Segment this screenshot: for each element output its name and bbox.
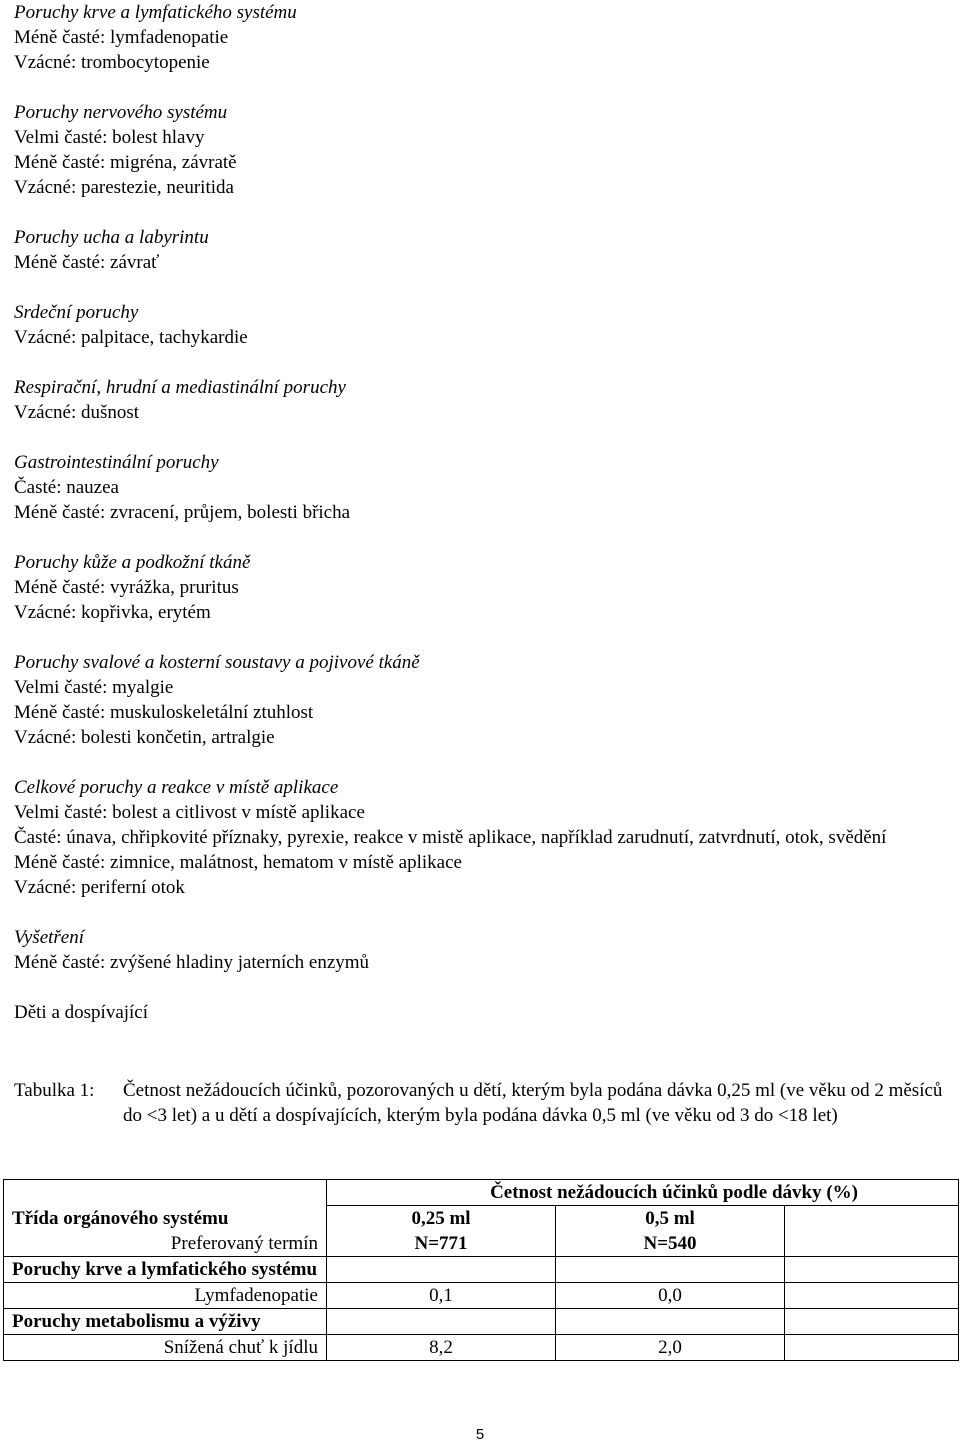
empty-cell [785,1335,959,1361]
section-heading-skin: Poruchy kůže a podkožní tkáně [14,552,251,573]
reaction-line: Méně časté: zimnice, malátnost, hematom v místě aplikace [14,852,462,873]
table-caption-text: Četnost nežádoucích účinků, pozorovaných u dětí, kterým byla podána dávka 0,25 ml (ve věku od 2 měsíců do <3 let) a u dětí a dospívajících, kterým byla podána dávka 0,5 ml (ve věku od 3 do <18 let) [123,1080,943,1126]
reaction-line: Velmi časté: bolest a citlivost v místě aplikace [14,802,365,823]
dose2-header: 0,5 ml [645,1208,695,1229]
empty-cell [785,1257,959,1283]
adverse-reactions-list [14,0,944,1025]
reaction-line: Velmi časté: bolest hlavy [14,127,205,148]
table-row [4,1283,959,1309]
table-row [4,1257,959,1283]
dose2-header-cell [556,1206,785,1257]
reaction-line: Méně časté: muskuloskeletální ztuhlost [14,702,314,723]
dose1-n: N=771 [414,1233,468,1254]
soc-cell: Poruchy krve a lymfatického systému [4,1257,327,1283]
section-heading-musculoskeletal: Poruchy svalové a kosterní soustavy a pojivové tkáně [14,652,420,673]
reaction-line: Časté: únava, chřipkovité příznaky, pyrexie, reakce v mistě aplikace, například zarudnutí, zatvrdnutí, otok, svědění [14,827,887,848]
section-heading-respiratory: Respirační, hrudní a mediastinální poruchy [14,377,346,398]
frequency-header: Četnost nežádoucích účinků podle dávky (%) [327,1180,959,1206]
value-cell: 0,0 [556,1283,785,1309]
reaction-line: Vzácné: kopřivka, erytém [14,602,211,623]
reaction-line: Méně časté: vyrážka, pruritus [14,577,239,598]
value-cell: 0,1 [327,1283,556,1309]
page-number: 5 [475,1426,485,1443]
children-heading: Děti a dospívající [14,1002,149,1023]
table-header-class-cell [4,1180,327,1257]
section-heading-general: Celkové poruchy a reakce v místě aplikace [14,777,339,798]
section-heading-blood: Poruchy krve a lymfatického systému [14,2,297,23]
reaction-line: Vzácné: bolesti končetin, artralgie [14,727,275,748]
term-cell: Snížená chuť k jídlu [4,1335,327,1361]
empty-cell [327,1309,556,1335]
reaction-line: Méně časté: zvýšené hladiny jaterních enzymů [14,952,370,973]
reaction-line: Vzácné: periferní otok [14,877,185,898]
empty-cell [785,1309,959,1335]
term-cell: Lymfadenopatie [4,1283,327,1309]
class-header: Třída orgánového systému [12,1208,229,1229]
soc-cell: Poruchy metabolismu a výživy [4,1309,327,1335]
reaction-line: Vzácné: trombocytopenie [14,52,210,73]
table-header-row [4,1180,959,1206]
section-heading-nervous: Poruchy nervového systému [14,102,228,123]
table-caption-label: Tabulka 1: [14,1080,95,1101]
empty-cell [785,1283,959,1309]
section-heading-investigations: Vyšetření [14,927,85,948]
reaction-line: Méně časté: zvracení, průjem, bolesti břicha [14,502,351,523]
reaction-line: Vzácné: parestezie, neuritida [14,177,234,198]
empty-cell [556,1309,785,1335]
value-cell: 8,2 [327,1335,556,1361]
reaction-line: Méně časté: migréna, závratě [14,152,237,173]
section-heading-gastrointestinal: Gastrointestinální poruchy [14,452,219,473]
empty-header-cell [785,1206,959,1257]
reaction-line: Méně časté: závrať [14,252,160,273]
section-heading-cardiac: Srdeční poruchy [14,302,139,323]
term-header: Preferovaný termín [170,1233,318,1254]
dose2-n: N=540 [643,1233,697,1254]
reaction-line: Méně časté: lymfadenopatie [14,27,229,48]
dose1-header-cell [327,1206,556,1257]
reaction-line: Vzácné: palpitace, tachykardie [14,327,248,348]
table-row [4,1335,959,1361]
adverse-reactions-table [3,1179,959,1361]
table-row [4,1309,959,1335]
reaction-line: Vzácné: dušnost [14,402,140,423]
reaction-line: Časté: nauzea [14,477,119,498]
empty-cell [556,1257,785,1283]
empty-cell [327,1257,556,1283]
dose1-header: 0,25 ml [411,1208,471,1229]
reaction-line: Velmi časté: myalgie [14,677,174,698]
value-cell: 2,0 [556,1335,785,1361]
section-heading-ear: Poruchy ucha a labyrintu [14,227,209,248]
table-caption [14,1078,944,1128]
